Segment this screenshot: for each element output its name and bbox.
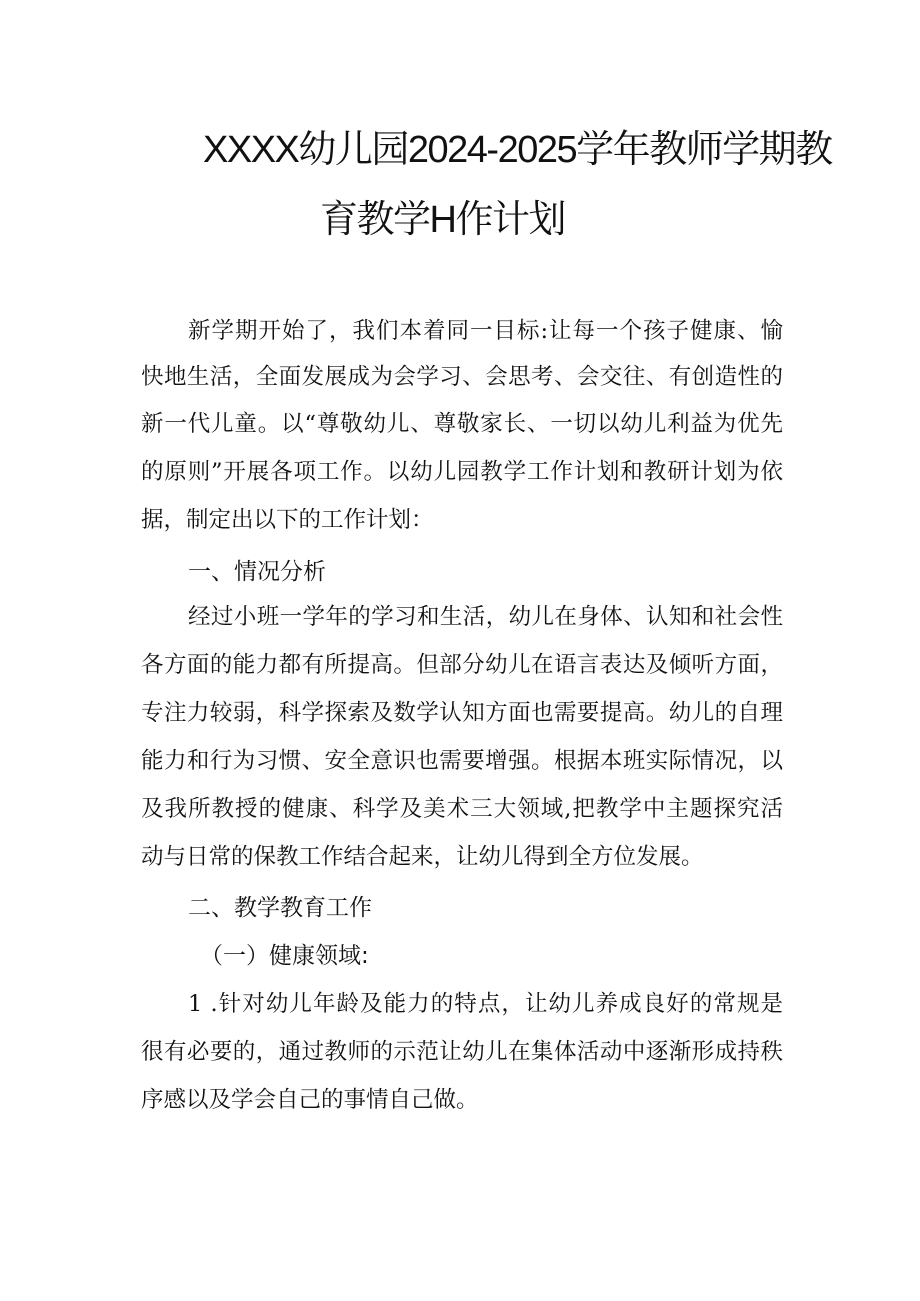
intro-line-4: 的原则”开展各项工作。以幼儿园教学工作计划和教研计划为依	[141, 459, 783, 485]
section1-line-3: 专注力较弱，科学探索及数学认知方面也需要提高。幼儿的自理	[141, 700, 783, 726]
section1-line-4: 能力和行为习惯、安全意识也需要增强。根据本班实际情况，以	[141, 748, 783, 774]
item1-line-3: 序感以及学会自己的事情自己做。	[141, 1087, 479, 1113]
subsection-heading-health: （一）健康领域:	[200, 943, 369, 969]
intro-line-3: 新一代儿童。以“尊敬幼儿、尊敬家长、一切以幼儿利益为优先	[141, 411, 783, 437]
section1-line-6: 动与日常的保教工作结合起来，让幼儿得到全方位发展。	[141, 844, 704, 870]
section1-line-2: 各方面的能力都有所提高。但部分幼儿在语言表达及倾听方面，	[141, 652, 783, 678]
item1-line-1: 1 .针对幼儿年龄及能力的特点，让幼儿养成良好的常规是	[188, 991, 783, 1017]
section1-line-5: 及我所教授的健康、科学及美术三大领域,把教学中主题探究活	[141, 796, 783, 822]
section-heading-situation-analysis: 一、情况分析	[188, 559, 326, 585]
section-heading-teaching-work: 二、教学教育工作	[188, 895, 372, 921]
intro-line-2: 快地生活，全面发展成为会学习、会思考、会交往、有创造性的	[141, 364, 783, 390]
item1-line-2: 很有必要的，通过教师的示范让幼儿在集体活动中逐渐形成持秩	[141, 1039, 783, 1065]
document-title-line-1: XXXX幼儿园2024-2025学年教师学期教	[203, 129, 832, 171]
section1-line-1: 经过小班一学年的学习和生活，幼儿在身体、认知和社会性	[188, 604, 783, 630]
intro-line-5: 据，制定出以下的工作计划：	[141, 507, 434, 533]
document-title-line-2: 育教学H作计划	[320, 199, 565, 241]
intro-line-1: 新学期开始了，我们本着同一目标:让每一个孩子健康、愉	[188, 318, 783, 344]
